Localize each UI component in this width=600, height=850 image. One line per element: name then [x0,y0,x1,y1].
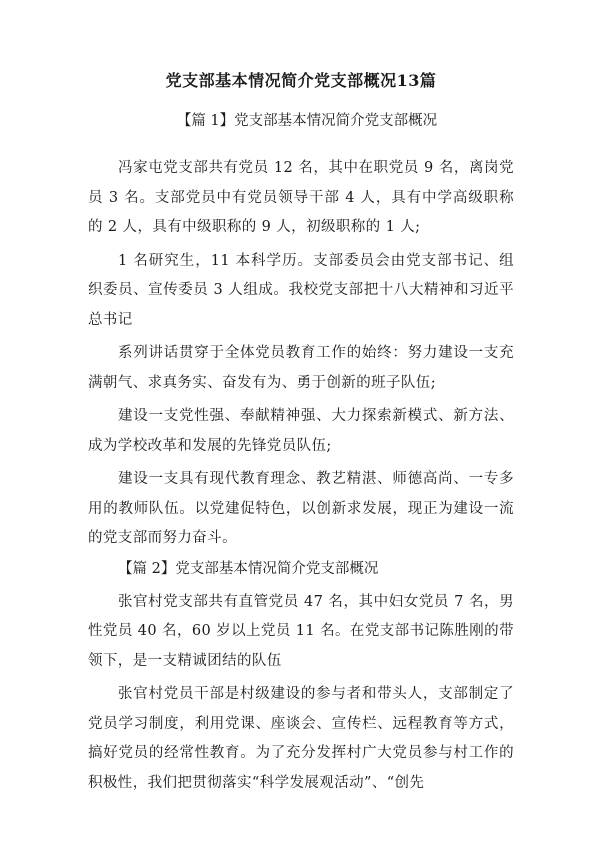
section-heading: 【篇 1】党支部基本情况简介党支部概况 [176,113,438,129]
paragraph: 冯家屯党支部共有党员 12 名，其中在职党员 9 名，离岗党员 3 名。支部党员中有党员领导干部 4 人，具有中学高级职称的 2 人，具有中级职称的 9 人，初级职称的 1 人; [88,160,514,235]
paragraph: 建设一支具有现代教育理念、教艺精湛、师德高尚、一专多用的教师队伍。以党建促特色，以创新求发展，现正为建设一流的党支部而努力奋斗。 [88,471,514,546]
paragraph: 张官村党员干部是村级建设的参与者和带头人，支部制定了党员学习制度，利用党课、座谈会、宣传栏、远程教育等方式，搞好党员的经常性教育。为了充分发挥村广大党员参与村工作的积极性，我们把贯彻落实“科学发展观活动”、“创先 [88,686,514,791]
document-page [88,70,514,802]
paragraph: 1 名研究生，11 本科学历。支部委员会由党支部书记、组织委员、宣传委员 3 人组成。我校党支部把十八大精神和习近平总书记 [88,252,514,328]
paragraph: 张官村党支部共有直管党员 47 名，其中妇女党员 7 名，男性党员 40 名，60 岁以上党员 11 名。在党支部书记陈胜刚的带领下，是一支精诚团结的队伍 [88,593,514,669]
section-heading: 【篇 2】党支部基本情况简介党支部概况 [118,560,379,577]
section-1 [88,110,514,554]
section-2 [88,558,514,799]
document-title: 党支部基本情况简介党支部概况13篇 [165,71,437,90]
paragraph: 系列讲话贯穿于全体党员教育工作的始终：努力建设一支充满朝气、求真务实、奋发有为、勇于创新的班子队伍; [88,345,514,391]
paragraph: 建设一支党性强、奉献精神强、大力探索新模式、新方法、成为学校改革和发展的先锋党员队伍; [88,408,514,454]
